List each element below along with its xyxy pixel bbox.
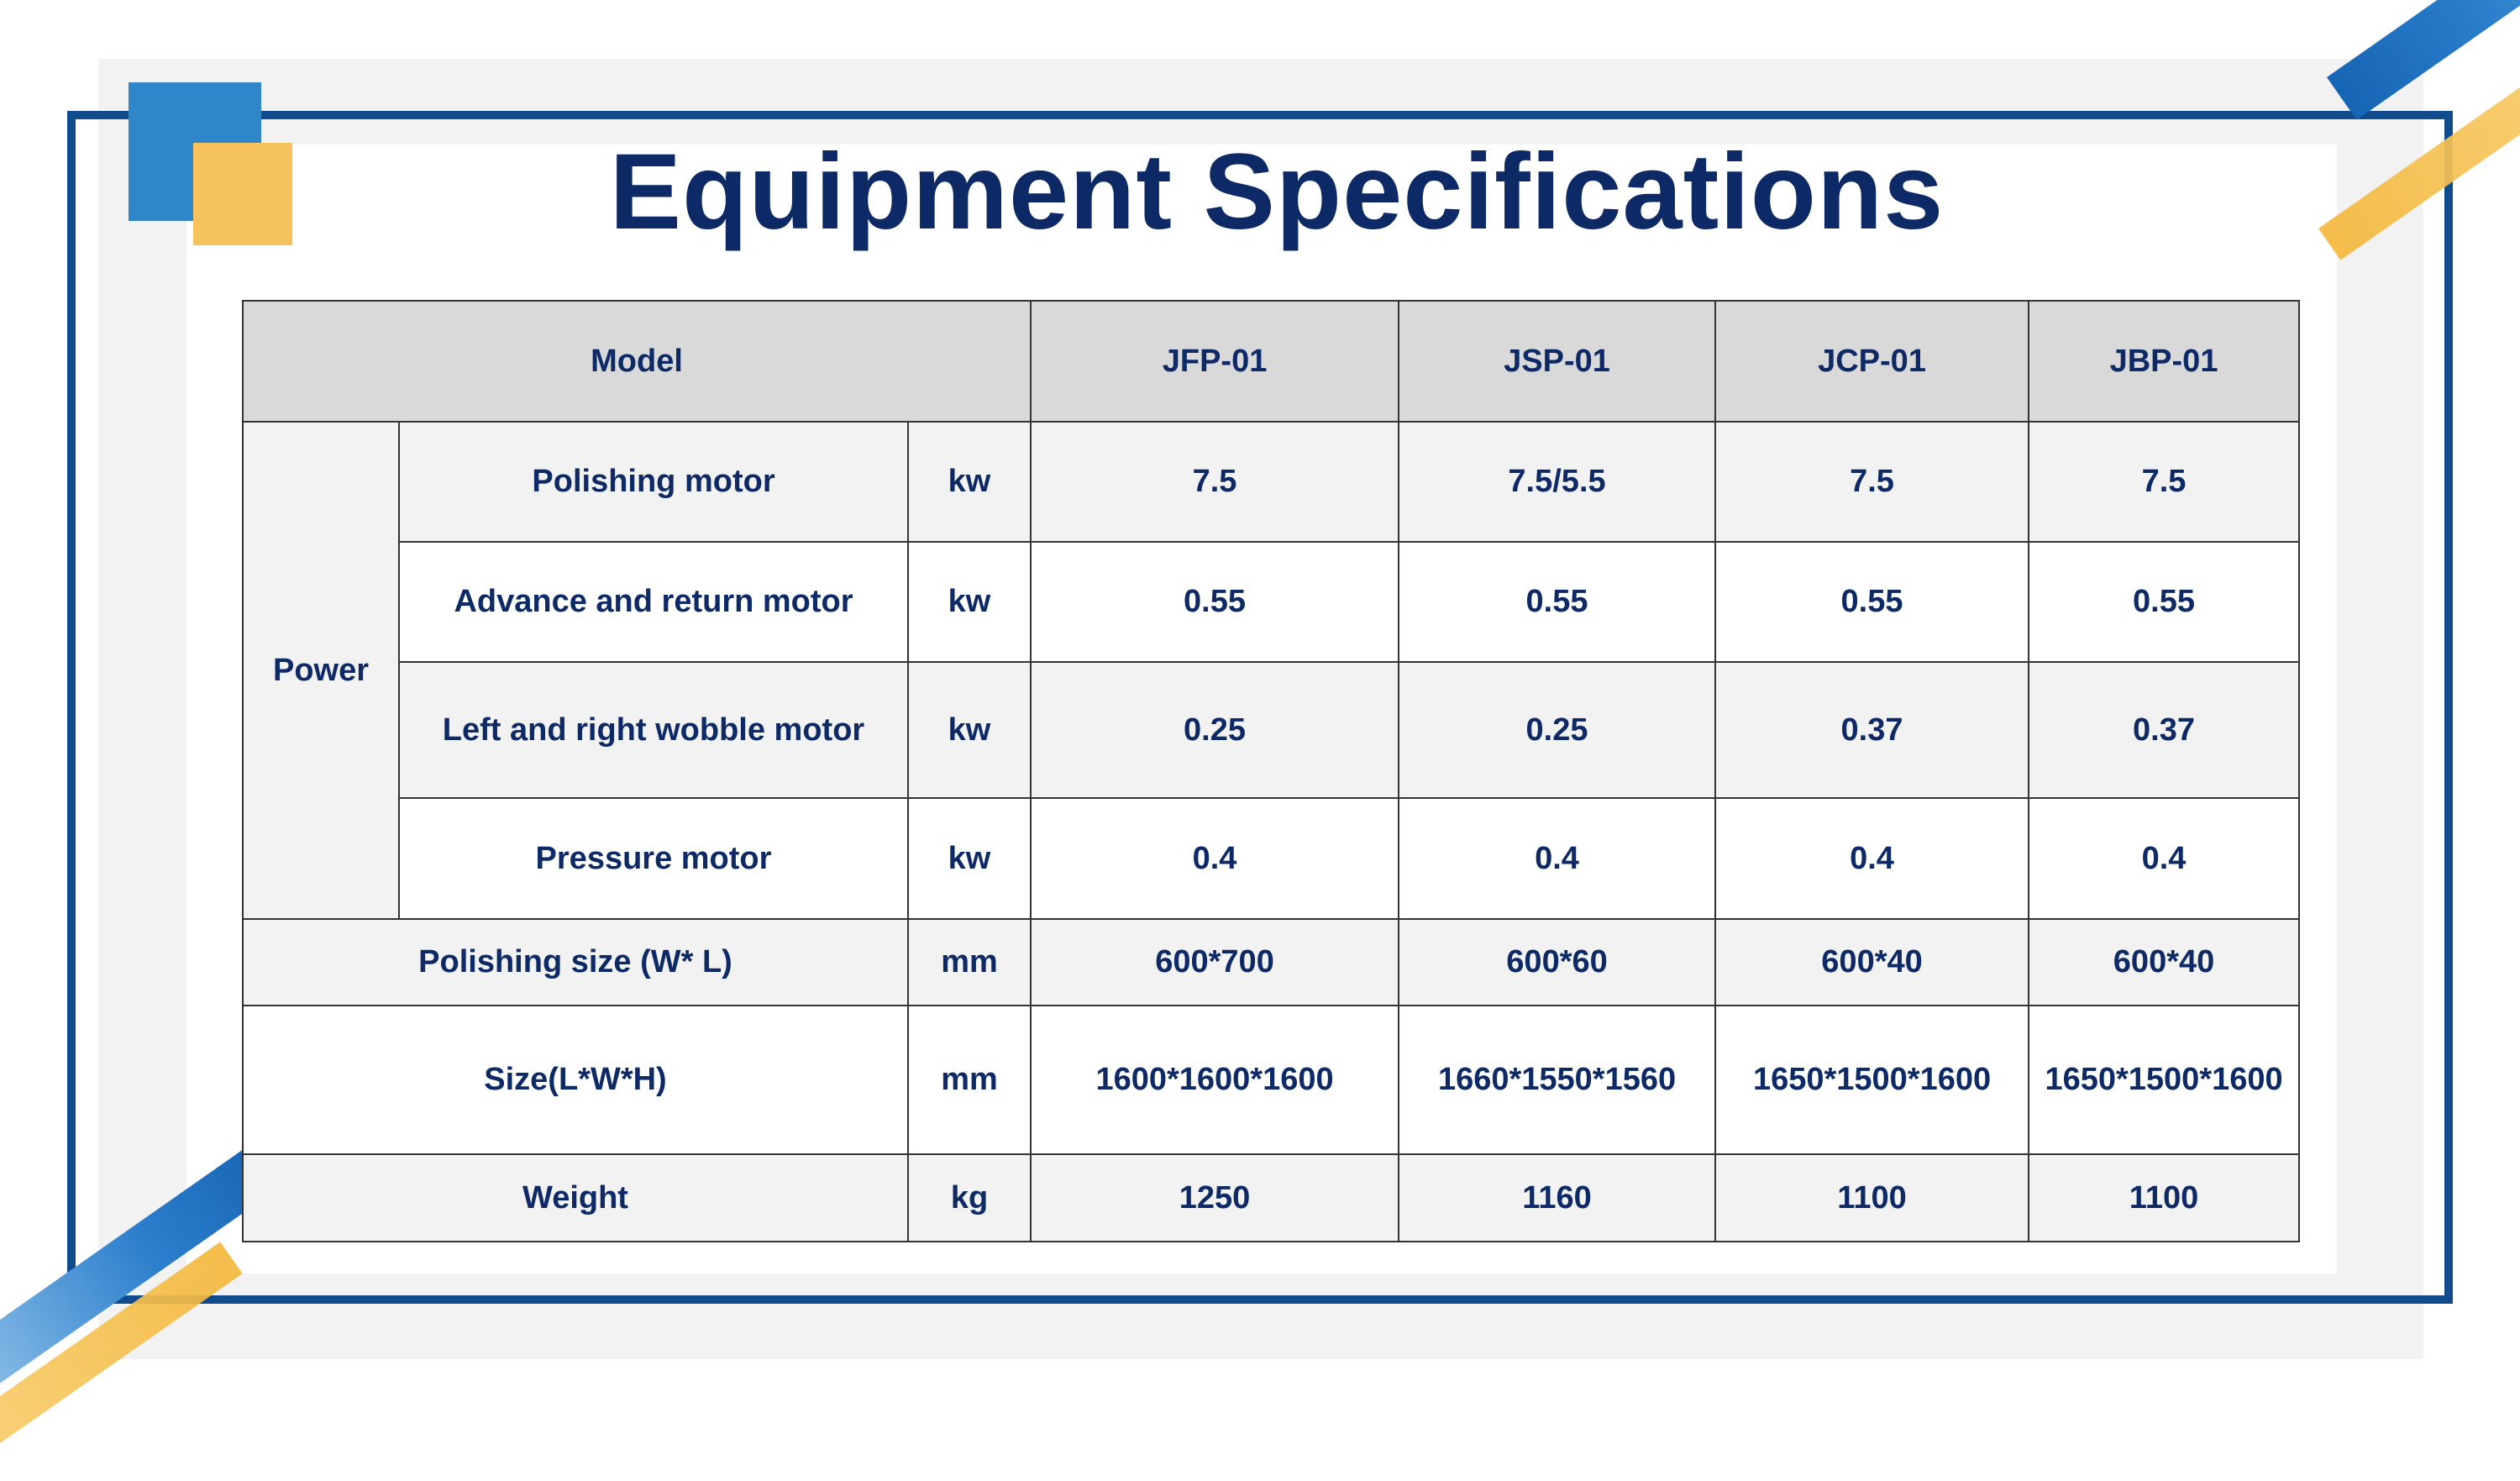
decor-stripe-blue-top-right — [2327, 0, 2520, 120]
value-cell: 1100 — [2029, 1154, 2299, 1242]
row-label-cell: Polishing motor — [399, 422, 908, 542]
model-name-cell: JFP-01 — [1031, 301, 1399, 422]
value-cell: 0.37 — [2029, 662, 2299, 798]
unit-cell: kw — [908, 798, 1031, 919]
unit-cell: mm — [908, 1006, 1031, 1154]
model-name-cell: JCP-01 — [1715, 301, 2029, 422]
value-cell: 0.55 — [1031, 542, 1399, 662]
table-row — [243, 798, 2299, 919]
row-label-cell: Advance and return motor — [399, 542, 908, 662]
unit-cell: kw — [908, 422, 1031, 542]
value-cell: 600*700 — [1031, 919, 1399, 1006]
value-cell: 600*40 — [2029, 919, 2299, 1006]
value-cell: 1250 — [1031, 1154, 1399, 1242]
value-cell: 7.5 — [2029, 422, 2299, 542]
value-cell: 0.4 — [1399, 798, 1715, 919]
value-cell: 600*60 — [1399, 919, 1715, 1006]
row-label-cell: Left and right wobble motor — [399, 662, 908, 798]
model-name-cell: JSP-01 — [1399, 301, 1715, 422]
unit-cell: kw — [908, 542, 1031, 662]
row-label-cell: Weight — [243, 1154, 908, 1242]
value-cell: 0.4 — [1715, 798, 2029, 919]
value-cell: 0.55 — [1715, 542, 2029, 662]
power-group-cell: Power — [243, 422, 399, 919]
value-cell: 1600*1600*1600 — [1031, 1006, 1399, 1154]
value-cell: 7.5 — [1031, 422, 1399, 542]
page-title: Equipment Specifications — [609, 132, 1945, 252]
value-cell: 0.55 — [2029, 542, 2299, 662]
value-cell: 1650*1500*1600 — [1715, 1006, 2029, 1154]
table-row — [243, 919, 2299, 1006]
table-row — [243, 542, 2299, 662]
value-cell: 1660*1550*1560 — [1399, 1006, 1715, 1154]
table-row — [243, 1154, 2299, 1242]
unit-cell: mm — [908, 919, 1031, 1006]
value-cell: 7.5 — [1715, 422, 2029, 542]
value-cell: 0.4 — [1031, 798, 1399, 919]
row-label-cell: Pressure motor — [399, 798, 908, 919]
model-name-cell: JBP-01 — [2029, 301, 2299, 422]
table-row — [243, 422, 2299, 542]
row-label-cell: Size(L*W*H) — [243, 1006, 908, 1154]
value-cell: 0.37 — [1715, 662, 2029, 798]
table-row — [243, 1006, 2299, 1154]
value-cell: 600*40 — [1715, 919, 2029, 1006]
value-cell: 0.25 — [1399, 662, 1715, 798]
table-row — [243, 662, 2299, 798]
specifications-table — [242, 300, 2300, 1242]
value-cell: 0.55 — [1399, 542, 1715, 662]
unit-cell: kw — [908, 662, 1031, 798]
value-cell: 1650*1500*1600 — [2029, 1006, 2299, 1154]
row-label-cell: Polishing size (W* L) — [243, 919, 908, 1006]
model-header-cell: Model — [243, 301, 1031, 422]
value-cell: 0.4 — [2029, 798, 2299, 919]
value-cell: 1160 — [1399, 1154, 1715, 1242]
header-row — [243, 301, 2299, 422]
value-cell: 0.25 — [1031, 662, 1399, 798]
value-cell: 1100 — [1715, 1154, 2029, 1242]
unit-cell: kg — [908, 1154, 1031, 1242]
value-cell: 7.5/5.5 — [1399, 422, 1715, 542]
